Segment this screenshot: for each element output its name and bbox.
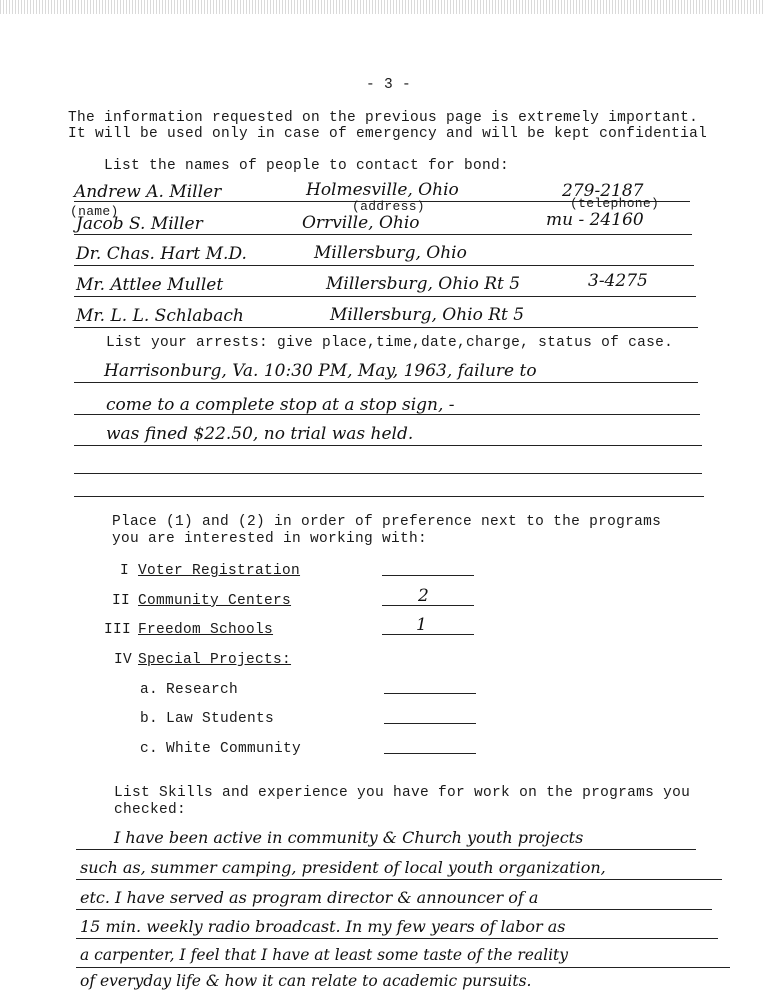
contact-phone: 3-4275 [588, 271, 648, 291]
program-label: Freedom Schools [138, 622, 274, 638]
arrest-line [74, 414, 700, 415]
contact-address: Orrville, Ohio [302, 213, 420, 233]
programs-prompt-line-2: you are interested in working with: [112, 531, 428, 547]
contact-phone: 279-2187 [562, 181, 644, 201]
arrests-prompt: List your arrests: give place,time,date,charge, status of case. [106, 335, 674, 351]
contact-line [74, 234, 692, 235]
skills-line [76, 909, 712, 910]
subprogram-label: Law Students [166, 711, 275, 727]
skills-text-line: such as, summer camping, president of local youth organization, [80, 858, 606, 877]
arrest-text-line: Harrisonburg, Va. 10:30 PM, May, 1963, failure to [104, 361, 537, 381]
skills-prompt-line-2: checked: [114, 802, 187, 818]
programs-prompt-line-1: Place (1) and (2) in order of preference next to the programs [112, 514, 662, 530]
program-choice-line [384, 723, 476, 724]
program-choice-line [382, 605, 474, 606]
skills-text-line: etc. I have served as program director & announcer of a [80, 888, 539, 907]
label-telephone: (telephone) [570, 196, 660, 211]
label-address: (address) [352, 199, 425, 214]
subprogram-letter: b. [140, 711, 159, 727]
contacts-prompt: List the names of people to contact for bond: [104, 158, 510, 174]
arrest-text-line: come to a complete stop at a stop sign, - [106, 395, 455, 415]
subprogram-letter: c. [140, 741, 159, 757]
skills-line [76, 967, 730, 968]
program-numeral: IV [114, 652, 133, 668]
contact-name: Mr. Attlee Mullet [76, 275, 224, 295]
program-choice-value: 1 [416, 615, 427, 635]
skills-prompt-line-1: List Skills and experience you have for work on the programs you [114, 785, 691, 801]
contact-name: Dr. Chas. Hart M.D. [76, 244, 247, 264]
arrest-line [74, 382, 698, 383]
program-choice-value: 2 [418, 586, 429, 606]
program-label: Special Projects: [138, 652, 292, 668]
skills-line [76, 938, 718, 939]
program-choice-line [384, 753, 476, 754]
program-choice-line [382, 575, 474, 576]
contact-line [74, 265, 694, 266]
program-label: Voter Registration [138, 563, 301, 579]
arrest-line [74, 496, 704, 497]
program-label: Community Centers [138, 593, 292, 609]
notice-line-1: The information requested on the previous page is extremely important. [68, 110, 699, 126]
skills-text-line: of everyday life & how it can relate to academic pursuits. [80, 972, 532, 990]
contact-address: Holmesville, Ohio [306, 180, 459, 200]
program-numeral: I [120, 563, 130, 579]
arrest-line [74, 473, 702, 474]
label-name: (name) [70, 204, 119, 219]
contact-address: Millersburg, Ohio Rt 5 [326, 274, 521, 294]
arrest-line [74, 445, 702, 446]
skills-text-line: a carpenter, I feel that I have at least some taste of the reality [80, 946, 569, 964]
contact-address: Millersburg, Ohio Rt 5 [330, 305, 525, 325]
skills-text-line: I have been active in community & Church youth projects [114, 828, 584, 847]
contact-name: Andrew A. Miller [74, 182, 222, 202]
notice-line-2: It will be used only in case of emergency and will be kept confidential [68, 126, 708, 142]
scan-noise-strip [0, 0, 763, 14]
program-numeral: III [104, 622, 132, 638]
skills-text-line: 15 min. weekly radio broadcast. In my few years of labor as [80, 917, 566, 936]
subprogram-label: White Community [166, 741, 302, 757]
contact-line [74, 327, 698, 328]
program-choice-line [382, 634, 474, 635]
program-numeral: II [112, 593, 131, 609]
subprogram-letter: a. [140, 682, 159, 698]
program-choice-line [384, 693, 476, 694]
arrest-text-line: was fined $22.50, no trial was held. [106, 424, 414, 444]
contact-line [74, 296, 696, 297]
contact-address: Millersburg, Ohio [314, 243, 467, 263]
page-number: - 3 - [366, 77, 412, 93]
contact-phone: mu - 24160 [546, 210, 644, 230]
skills-line [76, 849, 696, 850]
contact-name: Mr. L. L. Schlabach [76, 306, 244, 326]
subprogram-label: Research [166, 682, 239, 698]
contact-name: Jacob S. Miller [76, 214, 203, 234]
skills-line [76, 879, 722, 880]
